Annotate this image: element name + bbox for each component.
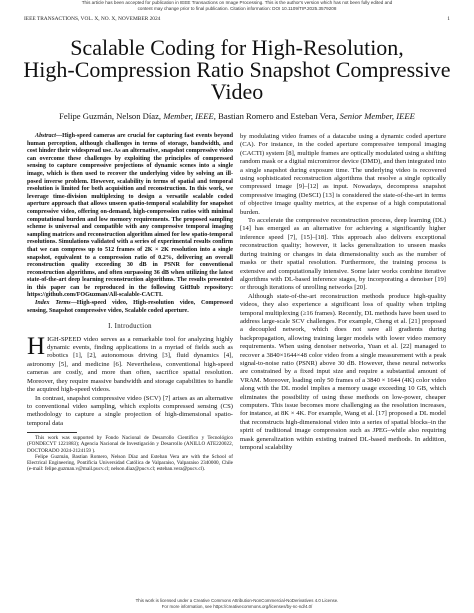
- page-number: 1: [447, 16, 450, 22]
- journal-name: IEEE TRANSACTIONS, VOL. X, NO. X, NOVEMBER 2024: [24, 16, 161, 22]
- author-role: Senior Member, IEEE: [339, 111, 415, 121]
- index-terms-text: —High-speed video, High-resolution video, Compressed sensing, Snapshot compressive video, Scalable coded aperture.: [27, 300, 234, 314]
- publication-notice-line: This article has been accepted for publication in IEEE Transactions on Image Processing. This is the author's version which has not been fully edited and: [81, 0, 393, 5]
- title-line: High-Compression Ratio Snapshot Compressive: [23, 57, 451, 82]
- paper-title: [20, 37, 454, 103]
- left-column: [27, 133, 233, 472]
- abstract-text: —High-speed cameras are crucial for capturing fast events beyond human perception, although challenges in terms of storage, bandwidth, and cost hinder their widespread use. As an alternative, snapshot compressive video can overcome these challenges by exploiting the principles of compressed sensing to capture compressive projections of dynamic scenes into a single image, which is then used to recover the underlying video by solving an ill-posed inverse problem. However, scalability in terms of spatial and temporal resolution is limited for both acquisition and reconstruction. In this work, we leverage time-division multiplexing to design a versatile scalable coded aperture approach that allows unseen spatio-temporal scalability for snapshot compressive video, offering on-demand, high-compression ratios with minimal computational burden and low memory requirements. The proposed sampling scheme is universal and compatible with any compressive temporal imaging sampling matrices and reconstruction algorithm aimed for low spatio-temporal resolutions. Simulations validated with a series of experimental results confirm that we can compress up to 512 frames of 2K × 2K resolution into a single snapshot, equivalent to a compression ratio of 0.2%, delivering an overall reconstruction quality exceeding 30 dB in PSNR for conventional reconstruction algorithms, and often surpassing 36 dB when utilizing the latest state-of-the-art deep learning reconstruction algorithms. The results presented in this paper can be reproduced in the following GitHub repository: https://github.com/FOGuzman/All-scalable-CACTI.: [27, 133, 233, 299]
- index-terms: [27, 300, 233, 315]
- abstract: [27, 133, 233, 300]
- abstract-label: Abstract: [35, 133, 56, 139]
- drop-cap: H: [27, 332, 46, 360]
- license-notice-line: This work is licensed under a Creative Commons Attribution-NonCommercial-NoDerivatives 4.0 License.: [135, 598, 339, 603]
- funding-footnote: This work was supported by Fondo Nacional de Desarrollo Científico y Tecnológico (FONDECYT 1221883); Agencia Nacional de Investigación y Desarrollo (ANILLO ATE220022, DOCTORADO 2024-2124159 ).: [27, 435, 233, 454]
- author-names: , Bastian Romero and Esteban Vera,: [213, 111, 340, 121]
- affiliation-footnote: Felipe Guzmán, Bastian Romero, Nelson Díaz and Esteban Vera are with the School of Electrical Engineering, Pontificia Universidad Católica de Valparaíso, Valparaíso 2340000, Chile (e-mail: felipe.guzman.v@mail.pucv.cl; nelson.diaz@pucv.cl; esteban.vera@pucv.cl).: [27, 453, 233, 473]
- running-header: [24, 15, 450, 23]
- index-terms-label: Index Terms: [35, 300, 71, 307]
- right-column: [240, 133, 446, 452]
- body-paragraph: by modulating video frames of a datacube using a dynamic coded aperture (CA). For instance, in the coded aperture compressive temporal imaging (CACTI) system [8], multiple frames are optically modulated using a shifting random mask or a digital micromirror device (DMD), and then integrated into a single snapshot during exposure time. The underlying video is recovered using sophisticated reconstruction algorithms that resolve a single optically compressed image [9]–[12] as input. Nowadays, decompress snapshot compressive imaging (DeSCI) [13] is considered the state-of-the-art in terms of objective image quality metrics, at the expense of a high computational burden.: [240, 133, 446, 216]
- footnote-divider: [27, 432, 77, 433]
- intro-paragraph: [27, 332, 233, 395]
- author-role: Member, IEEE: [163, 111, 214, 121]
- intro-paragraph-text: IGH-SPEED video serves as a remarkable tool for analyzing highly dynamic events, finding applications in a myriad of fields such as robotics [1], [2], autonomous driving [3], fluid dynamics [4], astronomy [5], and medicine [6]. Nevertheless, conventional high-speed cameras are costly, and more than often, sacrifice spatial resolution. Moreover, they require massive bandwidth and storage capabilities to handle the acquired high-speed videos.: [27, 335, 233, 394]
- license-notice: [0, 598, 474, 610]
- publication-notice: [0, 0, 474, 12]
- title-line: Scalable Coding for High-Resolution,: [70, 35, 404, 60]
- title-line: Video: [210, 79, 264, 104]
- publication-notice-line: content may change prior to final publication. Citation information: DOI 10.1109/TIP.2025.3579208: [137, 6, 337, 11]
- license-notice-line: For more information, see https://creativecommons.org/licenses/by-nc-nd/4.0/: [161, 604, 313, 609]
- section-heading: I. Introduction: [108, 323, 152, 331]
- intro-paragraph: In contrast, snapshot compressive video (SCV) [7] arises as an alternative to conventional video sampling, which exploits compressed sensing (CS) methodology to capture a single projection of high-dimensional spatio-temporal data: [27, 394, 233, 427]
- body-paragraph: To accelerate the compressive reconstruction process, deep learning (DL) [14] has emerged as an alternative for achieving a significantly higher inference speed [7], [15]–[18]. This approach also delivers exceptional reconstruction quality; however, it lacks generalization to unseen masks during training or changes in data dimensionality such as the number of masks or their spatial resolution. Furthermore, the training process is extensive and computationally intensive. Some later works combine iterative algorithms with DL-based inference stages, by incorporating a denoiser [19] or through iterations of unrolling networks [20].: [240, 217, 446, 292]
- author-names: Felipe Guzmán, Nelson Díaz,: [59, 111, 164, 121]
- author-list: [20, 111, 454, 122]
- body-paragraph: Although state-of-the-art reconstruction methods produce high-quality videos, they also experience a significant loss of quality when tripling temporal multiplexing (≥16 frames). Recently, DL methods have been used to address large-scale SCV challenges. For example, Cheng et al. [21] proposed a decoupled network, which does not save all gradients during backpropagation, allowing training larger models with lower video memory requirements. When using denoiser networks, Yuan et al. [22] managed to recover a 3840×1644×48 color video from a single measurement with a peak signal-to-noise ratio (PSNR) above 30 dB. However, these neural networks are constrained by a fixed input size and require a substantial amount of VRAM. Moreover, loading only 50 frames of a 3840 × 1644 (4K) color video along with the DL model implies a memory usage exceeding 10 GB, which eliminates the possibility of using these methods on low-power, cheaper computers. This issue becomes more challenging as the resolution increases, for instance, at 8K × 4K. For example, Wang et al. [17] proposed a DL model that reconstructs high-dimensional video into a series of spatial blocks–in the spirit of traditional image compression such as JPEG–while also requiring mask generalization within existing trained DL-based methods. In addition, temporal scalability: [240, 292, 446, 452]
